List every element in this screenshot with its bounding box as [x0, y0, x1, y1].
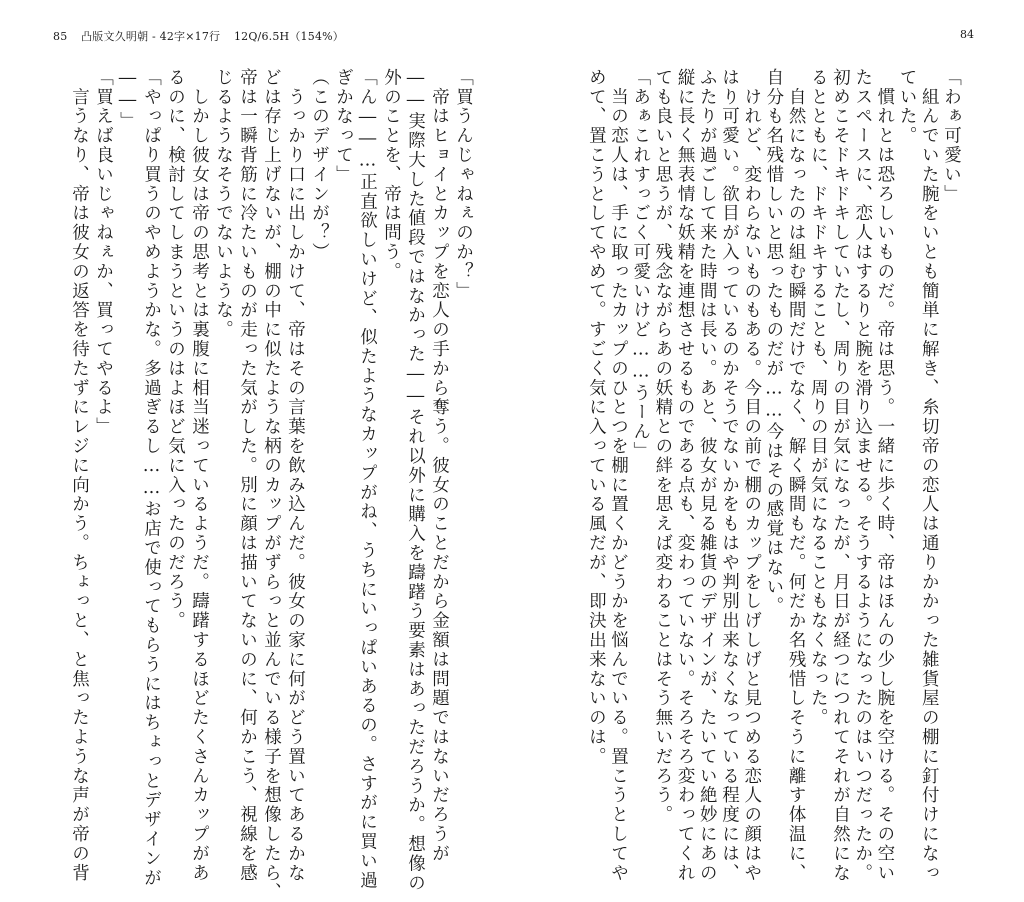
text-column: （このデザインが？）: [309, 68, 330, 262]
left-page: [62, 68, 474, 902]
text-column: ていた。: [897, 68, 918, 146]
text-column: じるようなそうでないような。: [213, 68, 234, 340]
text-column: ふたりが過ごして来た時間は長い。あと、彼女が見る雑貨のデザインが、たいてい絶妙にあの: [697, 68, 718, 883]
text-column: 慣れとは恐ろしいものだ。帝は思う。一緒に歩く時、帝はほんの少し腕を空ける。その空い: [874, 68, 895, 883]
text-column: 初めこそドキドキしていたし、周りの目が気になったが、月日が経つにつれてそれが自然にな: [830, 68, 851, 883]
left-page-number: 85: [53, 30, 68, 43]
text-column: たスペースに、恋人はするりと腕を滑り込ませる。そうするようになったのはいつだったか。: [852, 68, 873, 883]
text-column: けれど、変わらないものもある。今目の前で棚のカップをしげしげと見つめる恋人の顔はや: [741, 68, 762, 883]
text-column: 縦に長く無表情な妖精を連想させるものである点も、変わっていない。そろそろ変わってくれ: [675, 68, 696, 883]
text-column: るのに、検討してしまうというのはよほど気に入ったのだろう。: [165, 68, 186, 631]
text-column: ても良いと思うが、残念ながらあの妖精との絆を思えば変わることはそう無いだろう。: [652, 68, 673, 825]
text-column: ――実際大した値段ではなかった――それ以外に購入を躊躇う要素はあっただろうか。想像の: [405, 68, 426, 893]
text-column: めて、置こうとしてやめて。すごく気に入っている風だが、即決出来ないのは。: [586, 68, 607, 767]
text-column: 当の恋人は、手に取ったカップのひとつを棚に置くかどうかを悩んでいる。置こうとしてや: [608, 68, 629, 883]
text-column: 帝は一瞬背筋に冷たいものが走った気がした。別に顔は描いてないのに、何かこう、視線を感: [237, 68, 258, 883]
size-spec: 12Q/6.5H（154%）: [233, 30, 344, 43]
text-column: うっかり口に出しかけて、帝はその言葉を飲み込んだ。彼女の家に何がどう置いてあるかな: [285, 68, 306, 883]
text-column: 「やっぱり買うのやめようかな。多過ぎるし……お店で使ってもらうにはちょっとデザインが: [141, 68, 162, 888]
text-column: しかし彼女は帝の思考とは裏腹に相当迷っているようだ。躊躇するほどたくさんカップがあ: [189, 68, 210, 883]
text-column: るとともに、ドキドキすることも、周りの目が気になることもなくなった。: [808, 68, 829, 728]
right-page: [586, 68, 962, 883]
text-column: はり可愛い。欲目が入っているのかそうでないかをもはや判別出来なくなっている程度には、: [719, 68, 740, 883]
right-page-number: 84: [960, 28, 974, 41]
text-column: 「買えば良いじゃねぇか、買ってやるよ」: [93, 68, 114, 437]
text-column: ――」: [117, 68, 138, 132]
text-column: 自然になったのは組む瞬間だけでなく、解く瞬間もだ。何だか名残惜しそうに離す体温に、: [786, 68, 807, 883]
text-column: 組んでいた腕をいとも簡単に解き、糸切帝の恋人は通りかかった雑貨屋の棚に釘付けになっ: [919, 68, 940, 883]
text-column: ぎかなって」: [333, 68, 354, 185]
text-column: 「ん――…正直欲しいけど、似たようなカップがね、うちにいっぱいあるの。さすがに買い過: [357, 68, 378, 891]
text-column: 「買うんじゃねぇのか？」: [453, 68, 474, 301]
text-column: 帝はヒョイとカップを恋人の手から奪う。彼女のことだから金額は問題ではないだろうが: [429, 68, 450, 864]
running-header: [53, 28, 354, 44]
text-column: 「わぁ可愛い」: [941, 68, 962, 204]
text-column: 自分も名残惜しいと思ったものだが……今はその感覚はない。: [763, 68, 784, 617]
text-column: 言うなり、帝は彼女の返答を待たずにレジに向かう。ちょっと、と焦ったような声が帝の背: [69, 68, 90, 883]
font-spec: 凸版文久明朝 - 42字×17行: [81, 30, 221, 43]
text-column: 外のことを、帝は問う。: [381, 68, 402, 282]
text-column: どは存じ上げないが、棚の中に似たような柄のカップがずらっと並んでいる様子を想像したら、: [261, 68, 282, 902]
text-column: 「あぁこれすっごく可愛いけど……うーん」: [630, 68, 651, 461]
